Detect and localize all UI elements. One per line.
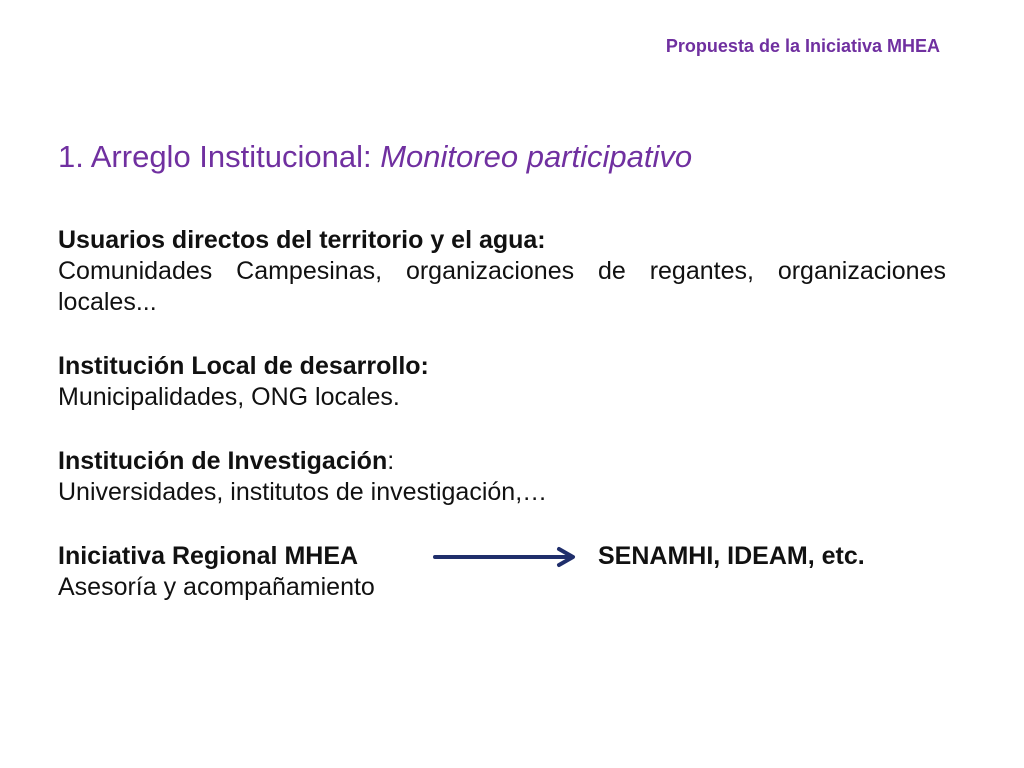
- section-local-institution: [58, 351, 946, 413]
- arrow-right-icon: [433, 546, 583, 568]
- section-research-institution: [58, 446, 946, 508]
- slide-content: [58, 225, 946, 636]
- section-body: Asesoría y acompañamiento: [58, 573, 375, 601]
- regional-row: [58, 541, 946, 572]
- regional-partners-label: SENAMHI, IDEAM, etc.: [598, 542, 865, 570]
- section-body: Municipalidades, ONG locales.: [58, 383, 400, 411]
- slide-title-emphasis: Monitoreo participativo: [380, 138, 693, 174]
- section-heading-line: [58, 446, 946, 477]
- slide-title-lead: 1. Arreglo Institucional:: [58, 138, 381, 174]
- section-heading: Usuarios directos del territorio y el agua:: [58, 226, 546, 254]
- section-body: Universidades, institutos de investigación,…: [58, 478, 548, 506]
- section-heading: Institución Local de desarrollo:: [58, 352, 429, 380]
- section-heading-suffix: :: [387, 447, 395, 475]
- section-heading: Institución de Investigación: [58, 447, 388, 475]
- section-direct-users: [58, 225, 946, 318]
- header-title: Propuesta de la Iniciativa MHEA: [665, 36, 940, 56]
- section-regional-initiative: [58, 541, 946, 603]
- section-body: Comunidades Campesinas, organizaciones de regantes, organizaciones locales...: [58, 257, 946, 316]
- slide-title: [58, 139, 692, 175]
- regional-initiative-label: Iniciativa Regional MHEA: [58, 542, 359, 570]
